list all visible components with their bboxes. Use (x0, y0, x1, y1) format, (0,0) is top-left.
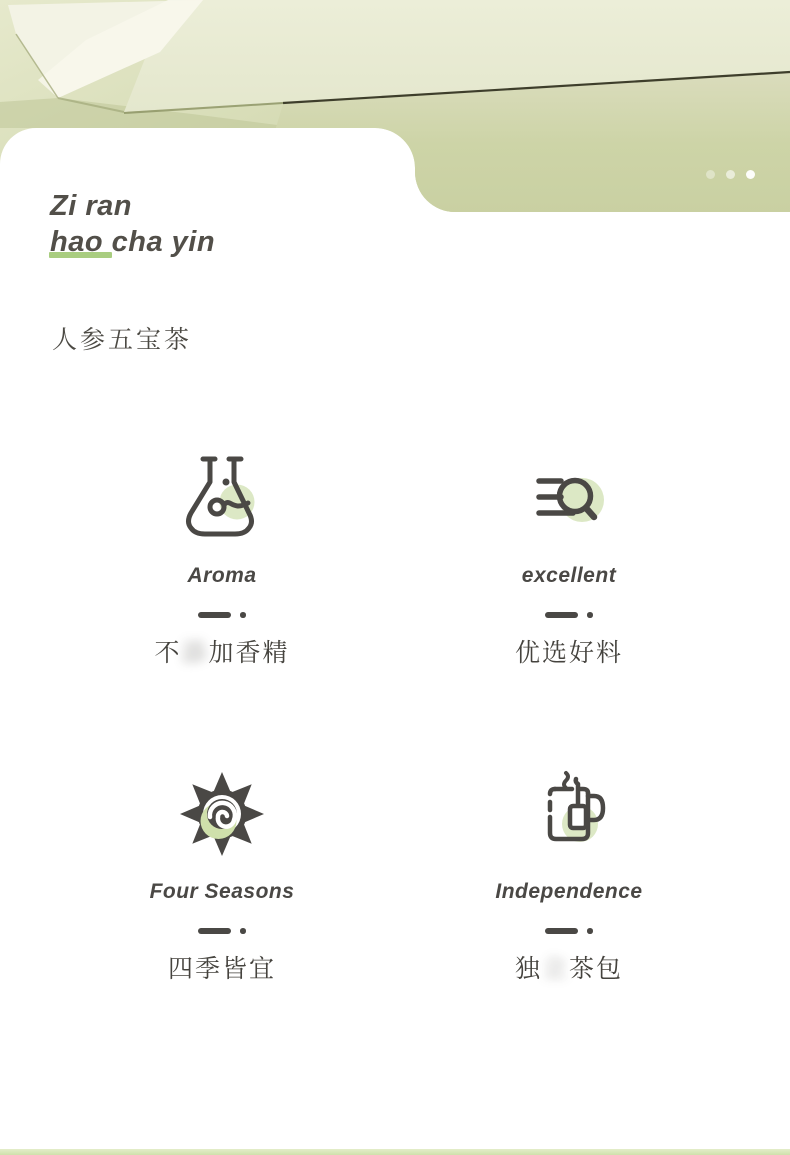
product-name-chinese: 人参五宝茶 (52, 326, 193, 354)
divider-dash (545, 612, 578, 618)
title-line-2: hao cha yin (50, 226, 216, 258)
feature-label: Four Seasons (149, 880, 295, 903)
carousel-indicator[interactable] (706, 170, 755, 179)
feature-text: 不添加香精 (154, 638, 290, 667)
divider-dot (240, 928, 246, 934)
hero-product-photo (0, 0, 790, 215)
divider-dash (198, 612, 231, 618)
feature-label: Aroma (187, 564, 257, 587)
divider-dash (545, 928, 578, 934)
feature-aroma (72, 446, 372, 669)
carousel-dot-2[interactable] (726, 170, 735, 179)
tea-mug-icon (519, 762, 619, 866)
divider-dot (587, 612, 593, 618)
dash-dot-divider (198, 612, 246, 618)
feature-label: Independence (495, 880, 643, 903)
censored-character: 添 (181, 638, 209, 667)
divider-dot (240, 612, 246, 618)
flask-icon (174, 446, 270, 550)
dash-dot-divider (545, 612, 593, 618)
carousel-dot-3[interactable] (746, 170, 755, 179)
feature-independence (419, 762, 719, 985)
title-line-1: Zi ran (50, 190, 132, 222)
dash-dot-divider (545, 928, 593, 934)
search-list-icon (519, 446, 619, 550)
feature-row-2 (0, 762, 790, 985)
censored-character: 立 (541, 954, 569, 983)
feature-row-1 (0, 446, 790, 669)
feature-text: 独立茶包 (514, 954, 624, 983)
feature-four-seasons (72, 762, 372, 985)
next-section-edge (0, 1149, 790, 1155)
divider-dot (587, 928, 593, 934)
carousel-dot-1[interactable] (706, 170, 715, 179)
feature-text: 四季皆宜 (167, 954, 276, 983)
divider-dash (198, 928, 231, 934)
page-title (50, 188, 215, 260)
feature-excellent (419, 446, 719, 669)
dash-dot-divider (198, 928, 246, 934)
feature-text: 优选好料 (514, 638, 623, 667)
feature-label: excellent (521, 564, 617, 587)
sun-spiral-icon (174, 762, 270, 866)
tea-box-photo-art (0, 0, 790, 215)
